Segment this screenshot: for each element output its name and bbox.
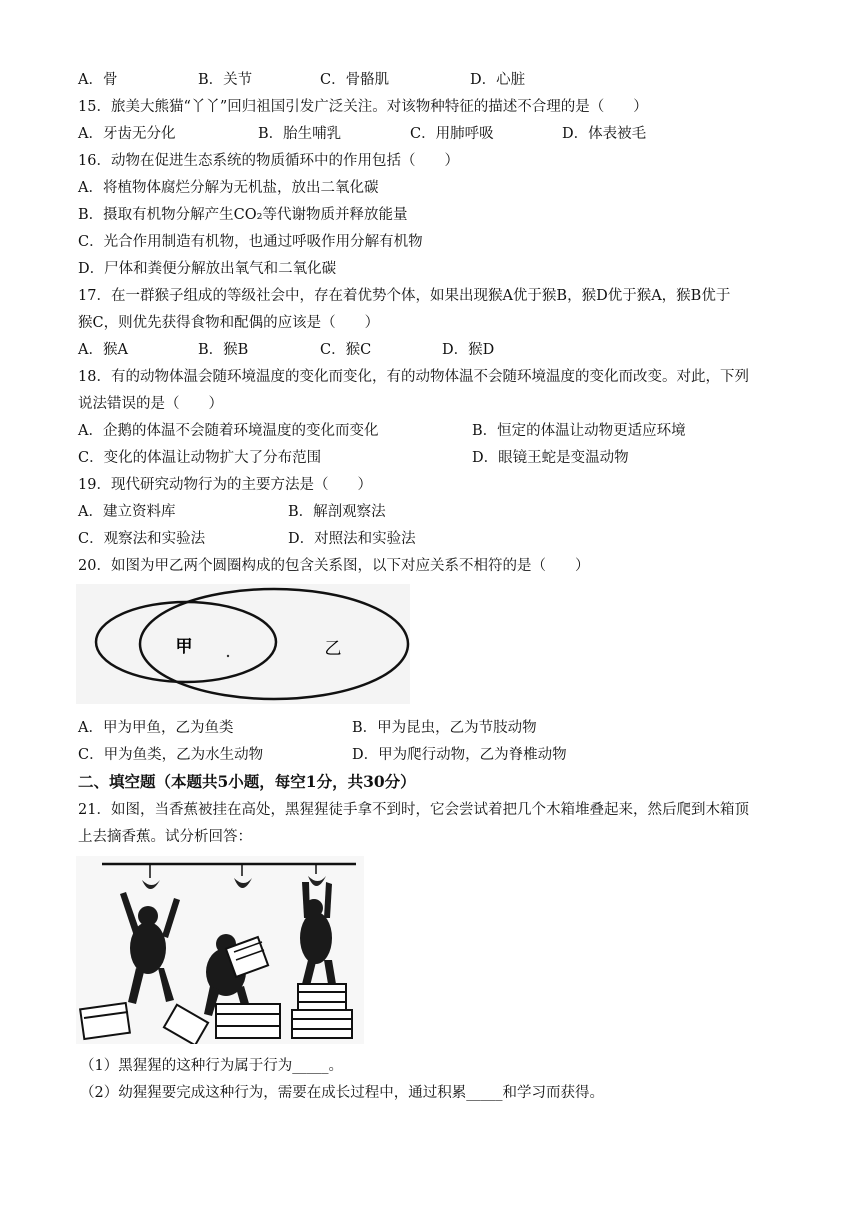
q14-option-c: C．骨骼肌 bbox=[320, 72, 390, 88]
q19-options-row1 bbox=[78, 502, 798, 522]
q20-option-d: D．甲为爬行动物，乙为脊椎动物 bbox=[352, 747, 567, 763]
q17-stem-line2: 猴C，则优先获得食物和配偶的应该是（ ） bbox=[78, 315, 380, 331]
q20-option-b: B．甲为昆虫，乙为节肢动物 bbox=[352, 720, 537, 736]
q20-options-row1 bbox=[78, 718, 798, 738]
q19-option-c: C．观察法和实验法 bbox=[78, 531, 206, 547]
q17-option-c: C．猴C bbox=[320, 342, 372, 358]
q16-option-b: B．摄取有机物分解产生CO₂等代谢物质并释放能量 bbox=[78, 207, 408, 223]
q16-option-a: A．将植物体腐烂分解为无机盐，放出二氧化碳 bbox=[78, 180, 379, 196]
q21-stem-line2: 上去摘香蕉。试分析回答： bbox=[78, 829, 252, 845]
q19-option-d: D．对照法和实验法 bbox=[288, 531, 416, 547]
inclusion-diagram bbox=[76, 584, 410, 704]
q18-option-b: B．恒定的体温让动物更适应环境 bbox=[472, 423, 686, 439]
q17-option-a: A．猴A bbox=[78, 342, 128, 358]
q21-sub1: （1）黑猩猩的这种行为属于行为_____。 bbox=[80, 1058, 343, 1074]
q18-option-a: A．企鹅的体温不会随着环境温度的变化而变化 bbox=[78, 423, 379, 439]
wooden-box bbox=[298, 984, 346, 1010]
wooden-box bbox=[292, 1010, 352, 1038]
q18-stem-line2: 说法错误的是（ ） bbox=[78, 396, 223, 412]
q19-option-a: A．建立资料库 bbox=[78, 504, 176, 520]
section-heading-fill-in: 二、填空题（本题共5小题，每空1分，共30分） bbox=[78, 772, 416, 791]
q20-option-a: A．甲为甲鱼，乙为鱼类 bbox=[78, 720, 234, 736]
q16-option-c: C．光合作用制造有机物，也通过呼吸作用分解有机物 bbox=[78, 234, 423, 250]
q14-option-b: B．关节 bbox=[198, 72, 253, 88]
q17-options bbox=[78, 340, 798, 360]
q19-stem: 19．现代研究动物行为的主要方法是（ ） bbox=[78, 477, 372, 493]
q15-stem: 15．旅美大熊猫“丫丫”回归祖国引发广泛关注。对该物种特征的描述不合理的是（ ） bbox=[78, 99, 648, 115]
q17-option-b: B．猴B bbox=[198, 342, 249, 358]
q18-stem-line1: 18．有的动物体温会随环境温度的变化而变化，有的动物体温不会随环境温度的变化而改变。对此，下列 bbox=[78, 369, 749, 385]
q17-stem-line1: 17．在一群猴子组成的等级社会中，存在着优势个体，如果出现猴A优于猴B，猴D优于猴A，猴B优于 bbox=[78, 288, 731, 304]
q16-option-d: D．尸体和粪便分解放出氧气和二氧化碳 bbox=[78, 261, 337, 277]
q20-option-c: C．甲为鱼类，乙为水生动物 bbox=[78, 747, 264, 763]
q18-option-d: D．眼镜王蛇是变温动物 bbox=[472, 450, 629, 466]
q16-stem: 16．动物在促进生态系统的物质循环中的作用包括（ ） bbox=[78, 153, 459, 169]
q14-option-d: D．心脏 bbox=[470, 72, 526, 88]
q15-option-b: B．胎生哺乳 bbox=[258, 126, 342, 142]
q15-option-a: A．牙齿无分化 bbox=[78, 126, 176, 142]
label-yi: 乙 bbox=[324, 639, 342, 659]
chimpanzee-illustration bbox=[76, 856, 364, 1044]
q18-option-c: C．变化的体温让动物扩大了分布范围 bbox=[78, 450, 322, 466]
q15-option-d: D．体表被毛 bbox=[562, 126, 647, 142]
q14-option-a: A．骨 bbox=[78, 72, 118, 88]
q15-option-c: C．用肺呼吸 bbox=[410, 126, 494, 142]
q17-option-d: D．猴D bbox=[442, 342, 495, 358]
q18-options-row2 bbox=[78, 448, 798, 468]
label-jia: 甲 bbox=[175, 637, 193, 657]
wooden-box bbox=[216, 1004, 280, 1038]
wooden-box bbox=[80, 1003, 130, 1039]
q20-stem: 20．如图为甲乙两个圆圈构成的包含关系图，以下对应关系不相符的是（ ） bbox=[78, 558, 590, 574]
diagram-dot bbox=[227, 655, 229, 657]
q15-options bbox=[78, 124, 798, 144]
q21-sub2: （2）幼猩猩要完成这种行为，需要在成长过程中，通过积累_____和学习而获得。 bbox=[80, 1085, 604, 1101]
q19-options-row2 bbox=[78, 529, 798, 549]
q19-option-b: B．解剖观察法 bbox=[288, 504, 386, 520]
q14-options bbox=[78, 70, 798, 90]
q21-stem-line1: 21．如图，当香蕉被挂在高处，黑猩猩徒手拿不到时，它会尝试着把几个木箱堆叠起来，然后爬到木箱顶 bbox=[78, 802, 749, 818]
q20-options-row2 bbox=[78, 745, 798, 765]
q18-options-row1 bbox=[78, 421, 798, 441]
